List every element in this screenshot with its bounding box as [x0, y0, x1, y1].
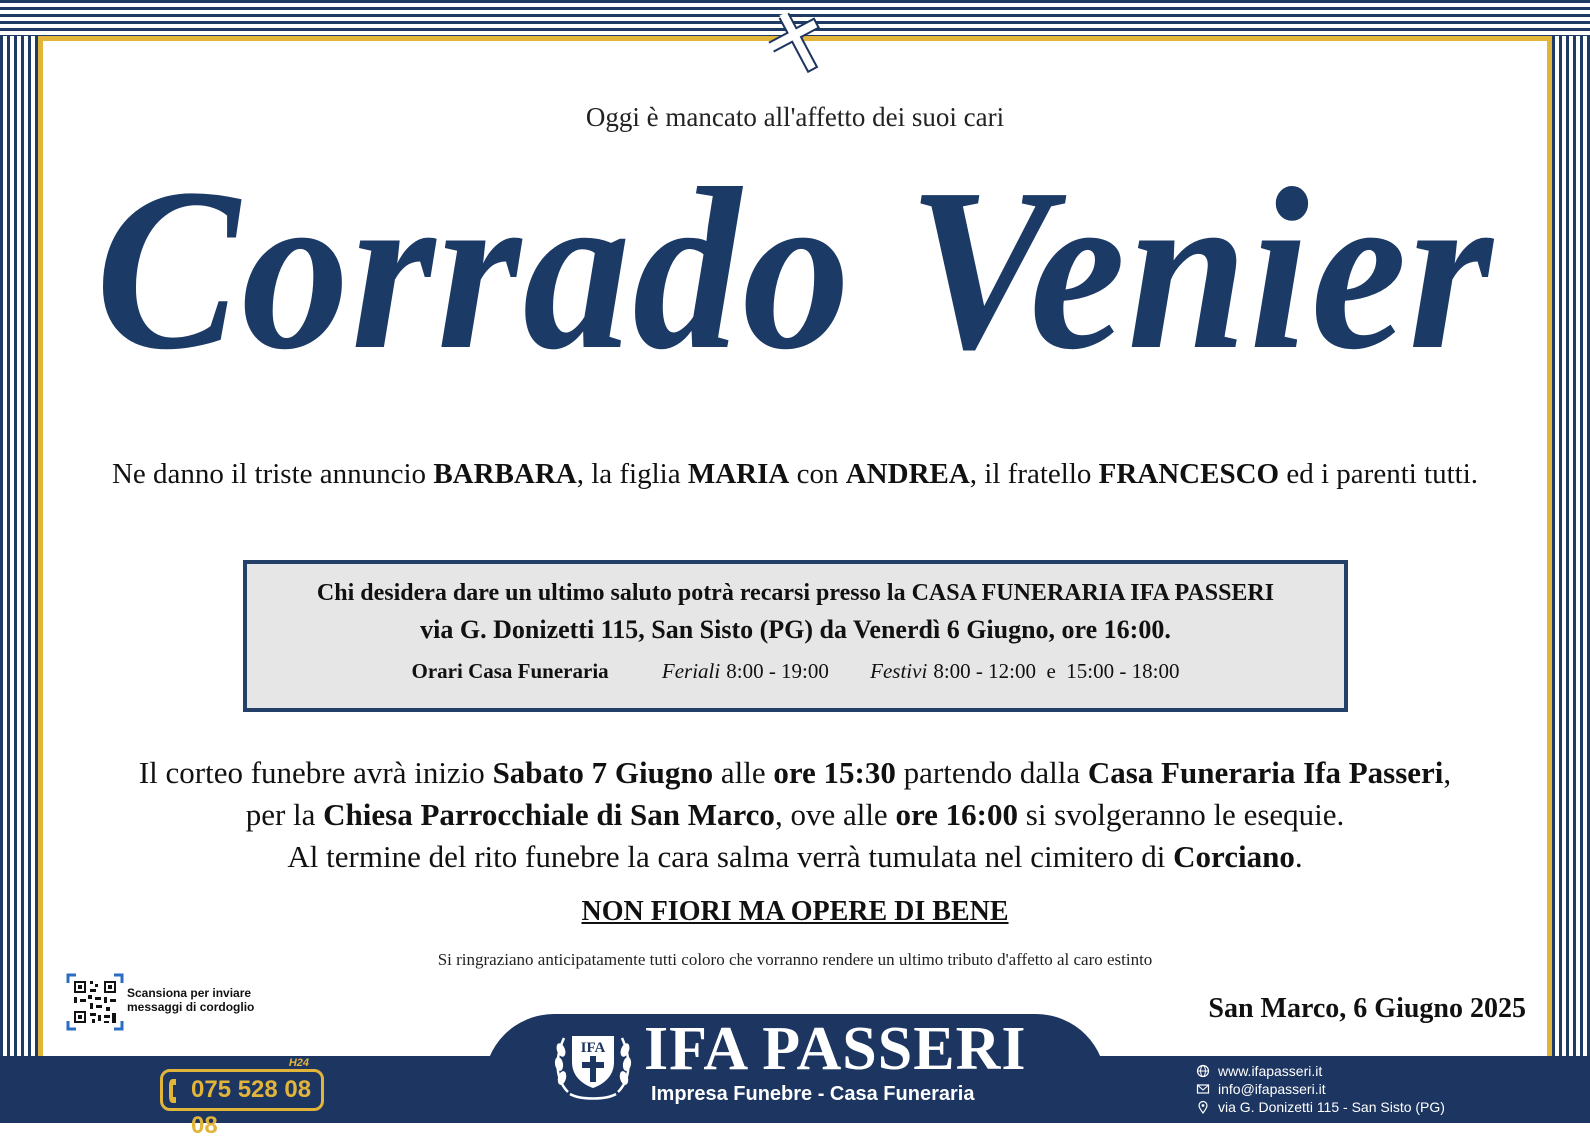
- holiday-hours: 8:00 - 12:00 e 15:00 - 18:00: [933, 659, 1180, 683]
- email-row[interactable]: [1196, 1080, 1445, 1098]
- holiday-label: Festivi: [870, 659, 928, 683]
- cortege-text-part: per la: [245, 797, 324, 832]
- brand-subtitle: Impresa Funebre - Casa Funeraria: [651, 1083, 975, 1105]
- place-date: San Marco, 6 Giugno 2025: [1208, 993, 1526, 1024]
- qr-code-icon[interactable]: [68, 975, 122, 1029]
- envelope-icon: [1196, 1082, 1210, 1096]
- address-text: via G. Donizetti 115 - San Sisto (PG): [1218, 1099, 1445, 1115]
- brand-name: IFA PASSERI: [644, 1015, 1027, 1083]
- cross-icon: [748, 6, 848, 78]
- weekday-label: Feriali: [661, 659, 721, 683]
- website-row[interactable]: [1196, 1062, 1445, 1080]
- cortege-date: Sabato 7 Giugno: [492, 755, 714, 790]
- cortege-text-part: ,: [1443, 755, 1452, 790]
- visitation-line-2: via G. Donizetti 115, San Sisto (PG) da Venerdì 6 Giugno, ore 16:00.: [420, 615, 1171, 644]
- visitation-line-1: Chi desidera dare un ultimo saluto potrà recarsi presso la CASA FUNERARIA IFA PASSERI: [316, 580, 1275, 606]
- cortege-text-part: si svolgeranno le esequie.: [1018, 797, 1345, 832]
- phone-icon: [167, 1077, 187, 1105]
- qr-caption-line: messaggi di cordoglio: [127, 1000, 255, 1014]
- cortege-text: [0, 752, 1590, 878]
- cortege-text-part: Al termine del rito funebre la cara salma verrà tumulata nel cimitero di: [287, 839, 1174, 874]
- intro-text: Oggi è mancato all'affetto dei suoi cari: [585, 102, 1005, 132]
- visitation-box: [243, 560, 1348, 712]
- announcement-text: , il fratello: [969, 458, 1099, 490]
- contact-info: [1196, 1062, 1445, 1116]
- announcement-text: Ne danno il triste annuncio: [111, 458, 434, 490]
- cortege-time: ore 16:00: [895, 797, 1018, 832]
- announcement: [0, 458, 1590, 491]
- address-row: [1196, 1098, 1445, 1116]
- globe-icon: [1196, 1064, 1210, 1078]
- cortege-text-part: partendo dalla: [895, 755, 1088, 790]
- cortege-time: ore 15:30: [773, 755, 896, 790]
- h24-badge: H24: [288, 1057, 309, 1069]
- phone-number[interactable]: [160, 1057, 324, 1139]
- website-link[interactable]: www.ifapasseri.it: [1218, 1063, 1323, 1079]
- ifa-logo-icon: [550, 1022, 636, 1102]
- cortege-cemetery: Corciano: [1173, 839, 1295, 874]
- relative-name: FRANCESCO: [1098, 458, 1280, 490]
- relative-name: ANDREA: [845, 458, 970, 490]
- qr-caption-line: Scansiona per inviare: [127, 986, 252, 1000]
- no-flowers-notice: NON FIORI MA OPERE DI BENE: [581, 896, 1009, 927]
- cortege-text-part: alle: [713, 755, 774, 790]
- announcement-text: , la figlia: [576, 458, 688, 490]
- cortege-line-3: [0, 836, 1590, 878]
- weekday-hours: 8:00 - 19:00: [726, 659, 829, 683]
- logo-mark-text: IFA: [580, 1040, 606, 1056]
- deceased-name: Corrado Venier: [95, 141, 1495, 398]
- cortege-place: Casa Funeraria Ifa Passeri: [1087, 755, 1444, 790]
- relative-name: MARIA: [687, 458, 790, 490]
- map-pin-icon: [1196, 1100, 1210, 1114]
- phone-number-text: 075 528 08 08: [191, 1076, 312, 1139]
- announcement-text: ed i parenti tutti.: [1279, 458, 1479, 490]
- qr-caption: [127, 986, 254, 1014]
- hours-label: Orari Casa Funeraria: [411, 659, 609, 683]
- relative-name: BARBARA: [433, 458, 577, 490]
- cortege-text-part: , ove alle: [774, 797, 896, 832]
- cortege-text-part: Il corteo funebre avrà inizio: [138, 755, 493, 790]
- thanks-text: Si ringraziano anticipatamente tutti coloro che vorranno rendere un ultimo tributo d'affetto al caro estinto: [437, 950, 1153, 969]
- visitation-hours: [247, 659, 1344, 684]
- cortege-line-2: [0, 794, 1590, 836]
- email-link[interactable]: info@ifapasseri.it: [1218, 1081, 1326, 1097]
- cortege-church: Chiesa Parrocchiale di San Marco: [323, 797, 775, 832]
- cortege-line-1: [0, 752, 1590, 794]
- cortege-text-part: .: [1294, 839, 1303, 874]
- announcement-text: con: [789, 458, 846, 490]
